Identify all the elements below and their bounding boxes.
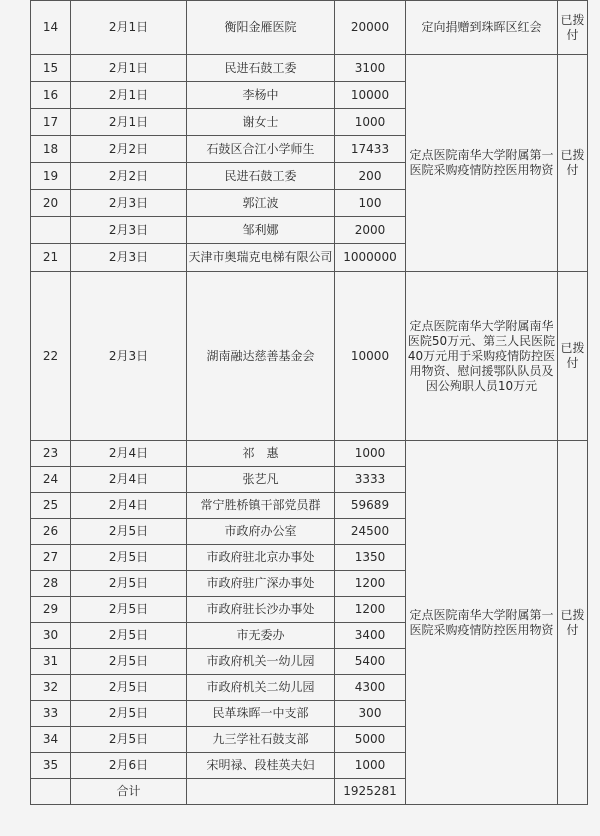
disbursement-status: 已拨付 [558,1,588,55]
donation-amount: 3100 [335,55,406,82]
row-date: 2月5日 [71,571,187,597]
row-number: 20 [31,190,71,217]
disbursement-status: 已拨付 [558,55,588,272]
row-date: 2月1日 [71,82,187,109]
row-number: 16 [31,82,71,109]
donor-name: 常宁胜桥镇干部党员群 [187,493,335,519]
row-date: 2月5日 [71,649,187,675]
donor-name: 市政府驻广深办事处 [187,571,335,597]
row-date: 2月4日 [71,441,187,467]
donation-amount: 10000 [335,82,406,109]
donation-amount: 17433 [335,136,406,163]
donation-amount: 5000 [335,727,406,753]
donor-name: 天津市奥瑞克电梯有限公司 [187,244,335,272]
donor-name: 民进石鼓工委 [187,55,335,82]
row-date: 2月5日 [71,727,187,753]
table-row [31,441,588,467]
donor-name: 湖南融达慈善基金会 [187,272,335,441]
row-date: 2月2日 [71,136,187,163]
row-number: 32 [31,675,71,701]
row-number: 15 [31,55,71,82]
row-number: 24 [31,467,71,493]
disbursement-status: 已拨付 [558,272,588,441]
table-row [31,55,588,82]
donor-name: 谢女士 [187,109,335,136]
usage-description: 定向捐赠到珠晖区红会 [406,1,558,55]
row-date: 2月3日 [71,272,187,441]
row-date: 2月2日 [71,163,187,190]
row-date: 2月5日 [71,623,187,649]
usage-description: 定点医院南华大学附属南华医院50万元、第三人民医院40万元用于采购疫情防控医用物资、慰问援鄂队队员及因公殉职人员10万元 [406,272,558,441]
donor-name: 祁 惠 [187,441,335,467]
donor-name: 市无委办 [187,623,335,649]
usage-description: 定点医院南华大学附属第一医院采购疫情防控医用物资 [406,55,558,272]
donor-name: 九三学社石鼓支部 [187,727,335,753]
donor-name: 市政府办公室 [187,519,335,545]
donation-amount: 24500 [335,519,406,545]
donor-name: 宋明禄、段桂英夫妇 [187,753,335,779]
donation-amount: 1000 [335,109,406,136]
row-number: 21 [31,244,71,272]
donation-amount: 20000 [335,1,406,55]
row-number: 29 [31,597,71,623]
total-amount: 1925281 [335,779,406,805]
row-number: 30 [31,623,71,649]
row-number: 33 [31,701,71,727]
table-row [31,272,588,441]
donation-amount: 1200 [335,597,406,623]
row-date: 2月5日 [71,545,187,571]
donation-amount: 300 [335,701,406,727]
donation-amount: 3400 [335,623,406,649]
table-row [31,1,588,55]
donation-amount: 4300 [335,675,406,701]
donor-name: 邹利娜 [187,217,335,244]
row-date: 2月1日 [71,55,187,82]
row-number: 17 [31,109,71,136]
row-number: 35 [31,753,71,779]
row-date: 2月4日 [71,467,187,493]
row-number: 34 [31,727,71,753]
donation-amount: 200 [335,163,406,190]
row-number: 28 [31,571,71,597]
disbursement-status: 已拨付 [558,441,588,805]
row-number: 22 [31,272,71,441]
donation-amount: 1200 [335,571,406,597]
row-date: 2月5日 [71,519,187,545]
row-date: 2月1日 [71,1,187,55]
row-date: 2月3日 [71,190,187,217]
donation-amount: 1350 [335,545,406,571]
donation-amount: 1000 [335,753,406,779]
donor-name: 市政府机关一幼儿园 [187,649,335,675]
donation-amount: 1000000 [335,244,406,272]
donor-name: 李杨中 [187,82,335,109]
row-number: 27 [31,545,71,571]
donation-amount: 100 [335,190,406,217]
row-number: 25 [31,493,71,519]
row-number: 14 [31,1,71,55]
donation-amount: 1000 [335,441,406,467]
row-date: 2月5日 [71,675,187,701]
row-date: 2月3日 [71,217,187,244]
donation-amount: 3333 [335,467,406,493]
donor-name: 衡阳金雁医院 [187,1,335,55]
donor-name: 市政府驻北京办事处 [187,545,335,571]
row-date: 2月1日 [71,109,187,136]
row-date: 2月5日 [71,597,187,623]
row-number: 31 [31,649,71,675]
donation-amount: 2000 [335,217,406,244]
total-number-cell [31,779,71,805]
total-name-cell [187,779,335,805]
row-number: 23 [31,441,71,467]
row-number [31,217,71,244]
row-number: 19 [31,163,71,190]
row-number: 26 [31,519,71,545]
donor-name: 张艺凡 [187,467,335,493]
donation-amount: 5400 [335,649,406,675]
total-label: 合计 [71,779,187,805]
usage-description: 定点医院南华大学附属第一医院采购疫情防控医用物资 [406,441,558,805]
row-date: 2月3日 [71,244,187,272]
donor-name: 市政府驻长沙办事处 [187,597,335,623]
row-date: 2月4日 [71,493,187,519]
donor-name: 市政府机关二幼儿园 [187,675,335,701]
donor-name: 民进石鼓工委 [187,163,335,190]
donation-amount: 10000 [335,272,406,441]
row-date: 2月6日 [71,753,187,779]
row-date: 2月5日 [71,701,187,727]
donor-name: 民革珠晖一中支部 [187,701,335,727]
donation-amount: 59689 [335,493,406,519]
donor-name: 郭江波 [187,190,335,217]
donation-table [30,0,588,805]
row-number: 18 [31,136,71,163]
donor-name: 石鼓区合江小学师生 [187,136,335,163]
